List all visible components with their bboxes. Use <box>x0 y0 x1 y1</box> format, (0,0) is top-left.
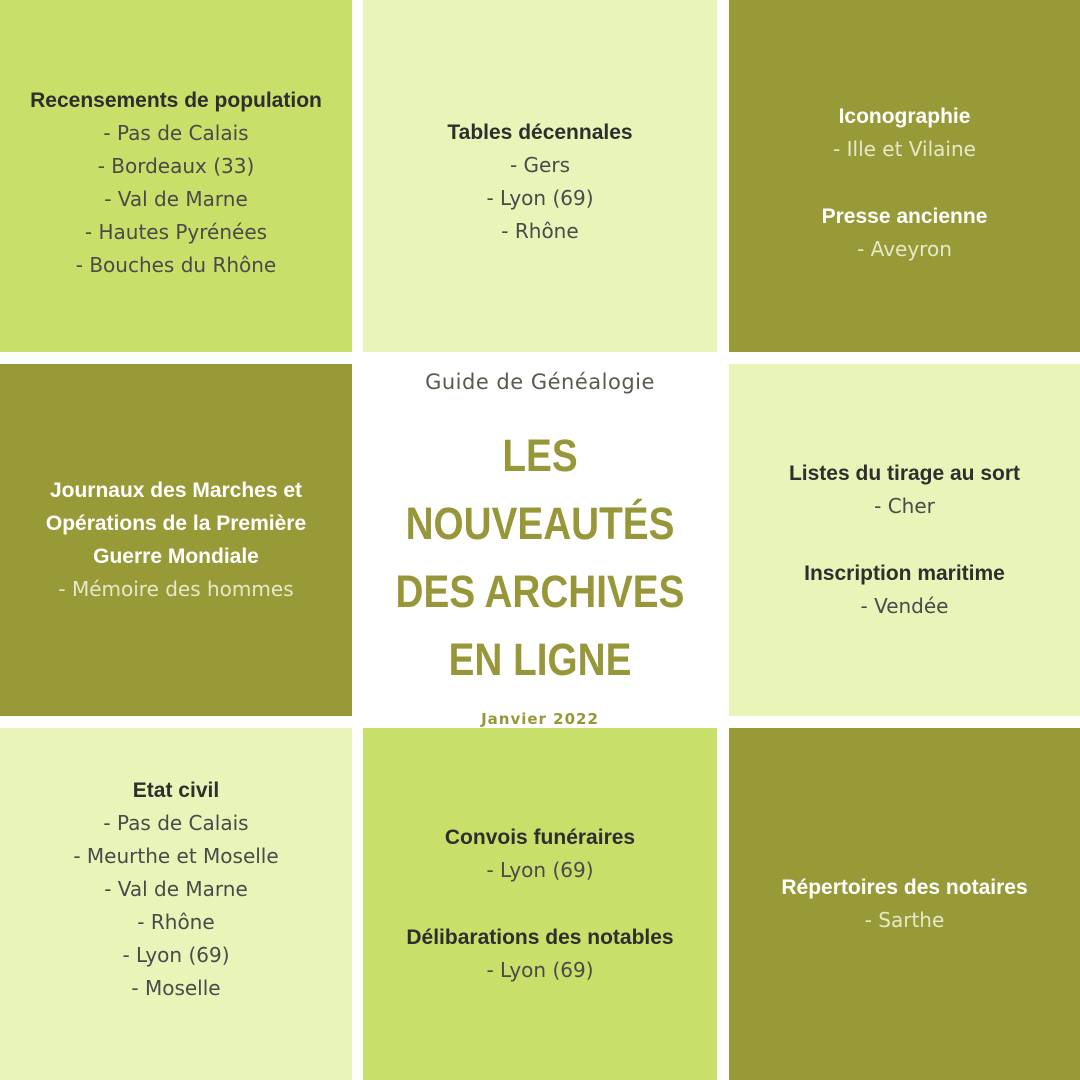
section-tables-decennales <box>447 116 632 248</box>
section-heading: Délibarations des notables <box>406 926 674 949</box>
list-item: - Mémoire des hommes <box>58 577 294 601</box>
list-item: - Bordeaux (33) <box>97 154 255 178</box>
section-heading: Presse ancienne <box>821 205 988 228</box>
brand-logo-text: Guide de Généalogie <box>425 370 655 394</box>
list-item: - Lyon (69) <box>486 958 594 982</box>
section-heading: Etat civil <box>132 779 220 802</box>
list-item: - Aveyron <box>857 237 952 261</box>
page-title <box>388 422 692 694</box>
list-item: - Bouches du Rhône <box>75 253 277 277</box>
section-heading: Recensements de population <box>30 89 322 112</box>
section-presse-ancienne <box>822 200 988 266</box>
list-item: - Pas de Calais <box>103 121 249 145</box>
section-inscription-maritime <box>804 557 1005 623</box>
section-journaux-marches <box>46 474 306 606</box>
list-item: - Vendée <box>860 594 949 618</box>
tile-convois-deliberations <box>363 728 717 1080</box>
tile-journaux-marches <box>0 364 352 716</box>
list-item: - Lyon (69) <box>122 943 230 967</box>
section-listes-tirage <box>789 457 1020 523</box>
tile-tirage-inscription <box>729 364 1080 716</box>
section-heading: Iconographie <box>838 105 971 128</box>
section-etat-civil <box>73 774 278 1005</box>
list-item: - Ille et Vilaine <box>833 137 976 161</box>
section-repertoires-notaires <box>781 871 1027 937</box>
date-label: Janvier 2022 <box>481 710 599 728</box>
list-item: - Rhône <box>501 219 579 243</box>
list-item: - Val de Marne <box>104 877 248 901</box>
section-heading: Tables décennales <box>447 121 633 144</box>
list-item: - Pas de Calais <box>103 811 249 835</box>
section-iconographie <box>833 100 976 166</box>
tile-recensements <box>0 0 352 352</box>
list-item: - Val de Marne <box>104 187 248 211</box>
title-line: DES ARCHIVES <box>395 566 685 617</box>
tile-repertoires-notaires <box>729 728 1080 1080</box>
tile-iconographie-presse <box>729 0 1080 352</box>
list-item: - Moselle <box>131 976 221 1000</box>
list-item: - Meurthe et Moselle <box>73 844 279 868</box>
section-heading: Inscription maritime <box>804 562 1005 585</box>
section-heading-line: Journaux des Marches et <box>49 479 303 502</box>
list-item: - Gers <box>509 153 570 177</box>
title-line: EN LIGNE <box>448 634 632 685</box>
section-heading: Convois funéraires <box>444 826 636 849</box>
list-item: - Lyon (69) <box>486 186 594 210</box>
section-recensements <box>30 84 322 282</box>
section-deliberations <box>406 921 673 987</box>
list-item: - Cher <box>874 494 935 518</box>
list-item: - Sarthe <box>864 908 945 932</box>
tile-etat-civil <box>0 728 352 1080</box>
list-item: - Lyon (69) <box>486 858 594 882</box>
list-item: - Rhône <box>137 910 215 934</box>
section-convois-funeraires <box>445 821 635 887</box>
section-heading: Répertoires des notaires <box>781 876 1028 899</box>
section-heading-line: Guerre Mondiale <box>93 545 259 568</box>
title-line: LES NOUVEAUTÉS <box>405 430 675 549</box>
section-heading: Listes du tirage au sort <box>788 462 1021 485</box>
tile-tables-decennales <box>363 0 717 352</box>
section-heading-line: Opérations de la Première <box>45 512 307 535</box>
title-panel <box>363 364 717 728</box>
list-item: - Hautes Pyrénées <box>84 220 268 244</box>
